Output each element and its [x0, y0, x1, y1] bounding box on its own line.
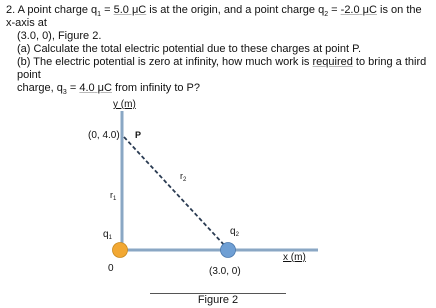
- part-b-question-end: from infinity to P?: [111, 82, 201, 94]
- q2-equals: =: [328, 4, 341, 16]
- q1-unit: μC: [128, 4, 147, 16]
- problem-line-2: (3.0, 0), Figure 2.: [17, 30, 102, 42]
- q1-charge-marker: [113, 243, 128, 258]
- q1-value: 5.0 μC: [113, 4, 147, 16]
- x-axis-label: x (m): [283, 252, 306, 263]
- r2-dashed-line: [124, 137, 226, 247]
- part-b-text-2: to bring a third point: [17, 56, 427, 81]
- q2-coordinate: (3.0, 0): [209, 266, 241, 277]
- r1-label: $r_1$: [110, 190, 117, 202]
- q3-unit: μC: [94, 82, 112, 94]
- q3-equals: =: [66, 82, 80, 94]
- q3-subscript: 3: [62, 89, 67, 97]
- q1-equals: =: [101, 4, 114, 16]
- point-p-coordinate: (0, 4.0): [88, 130, 120, 141]
- q2-subscript: 2: [324, 11, 329, 19]
- q3-value: 4.0 μC: [79, 82, 112, 94]
- q1-subscript: 1: [97, 11, 102, 19]
- part-b-charge-text: charge, q: [17, 82, 63, 94]
- q2-label: $q_2$: [230, 226, 239, 238]
- q2-unit: μC: [359, 4, 377, 16]
- y-axis-label: y (m): [113, 99, 136, 110]
- q2-location-text: is on the x-axis at: [6, 4, 422, 29]
- part-b-required: required: [312, 56, 353, 68]
- q2-charge-marker: [221, 243, 236, 258]
- part-b-text: (b) The electric potential is zero at infinity, how much work is: [17, 56, 313, 68]
- origin-label: 0: [108, 263, 114, 274]
- r2-label: $r_2$: [180, 171, 187, 183]
- problem-number: 2.: [6, 4, 16, 16]
- figure-caption: Figure 2: [150, 293, 286, 306]
- part-a: (a) Calculate the total electric potential due to these charges at point P.: [17, 43, 362, 55]
- q2-intro-text: is at the origin, and a point charge q: [146, 4, 325, 16]
- q2-value: -2.0 μC: [340, 4, 377, 16]
- q1-intro-text: A point charge q: [17, 4, 98, 16]
- point-p-label: P: [135, 130, 142, 140]
- q1-label: $q_1$: [103, 229, 112, 241]
